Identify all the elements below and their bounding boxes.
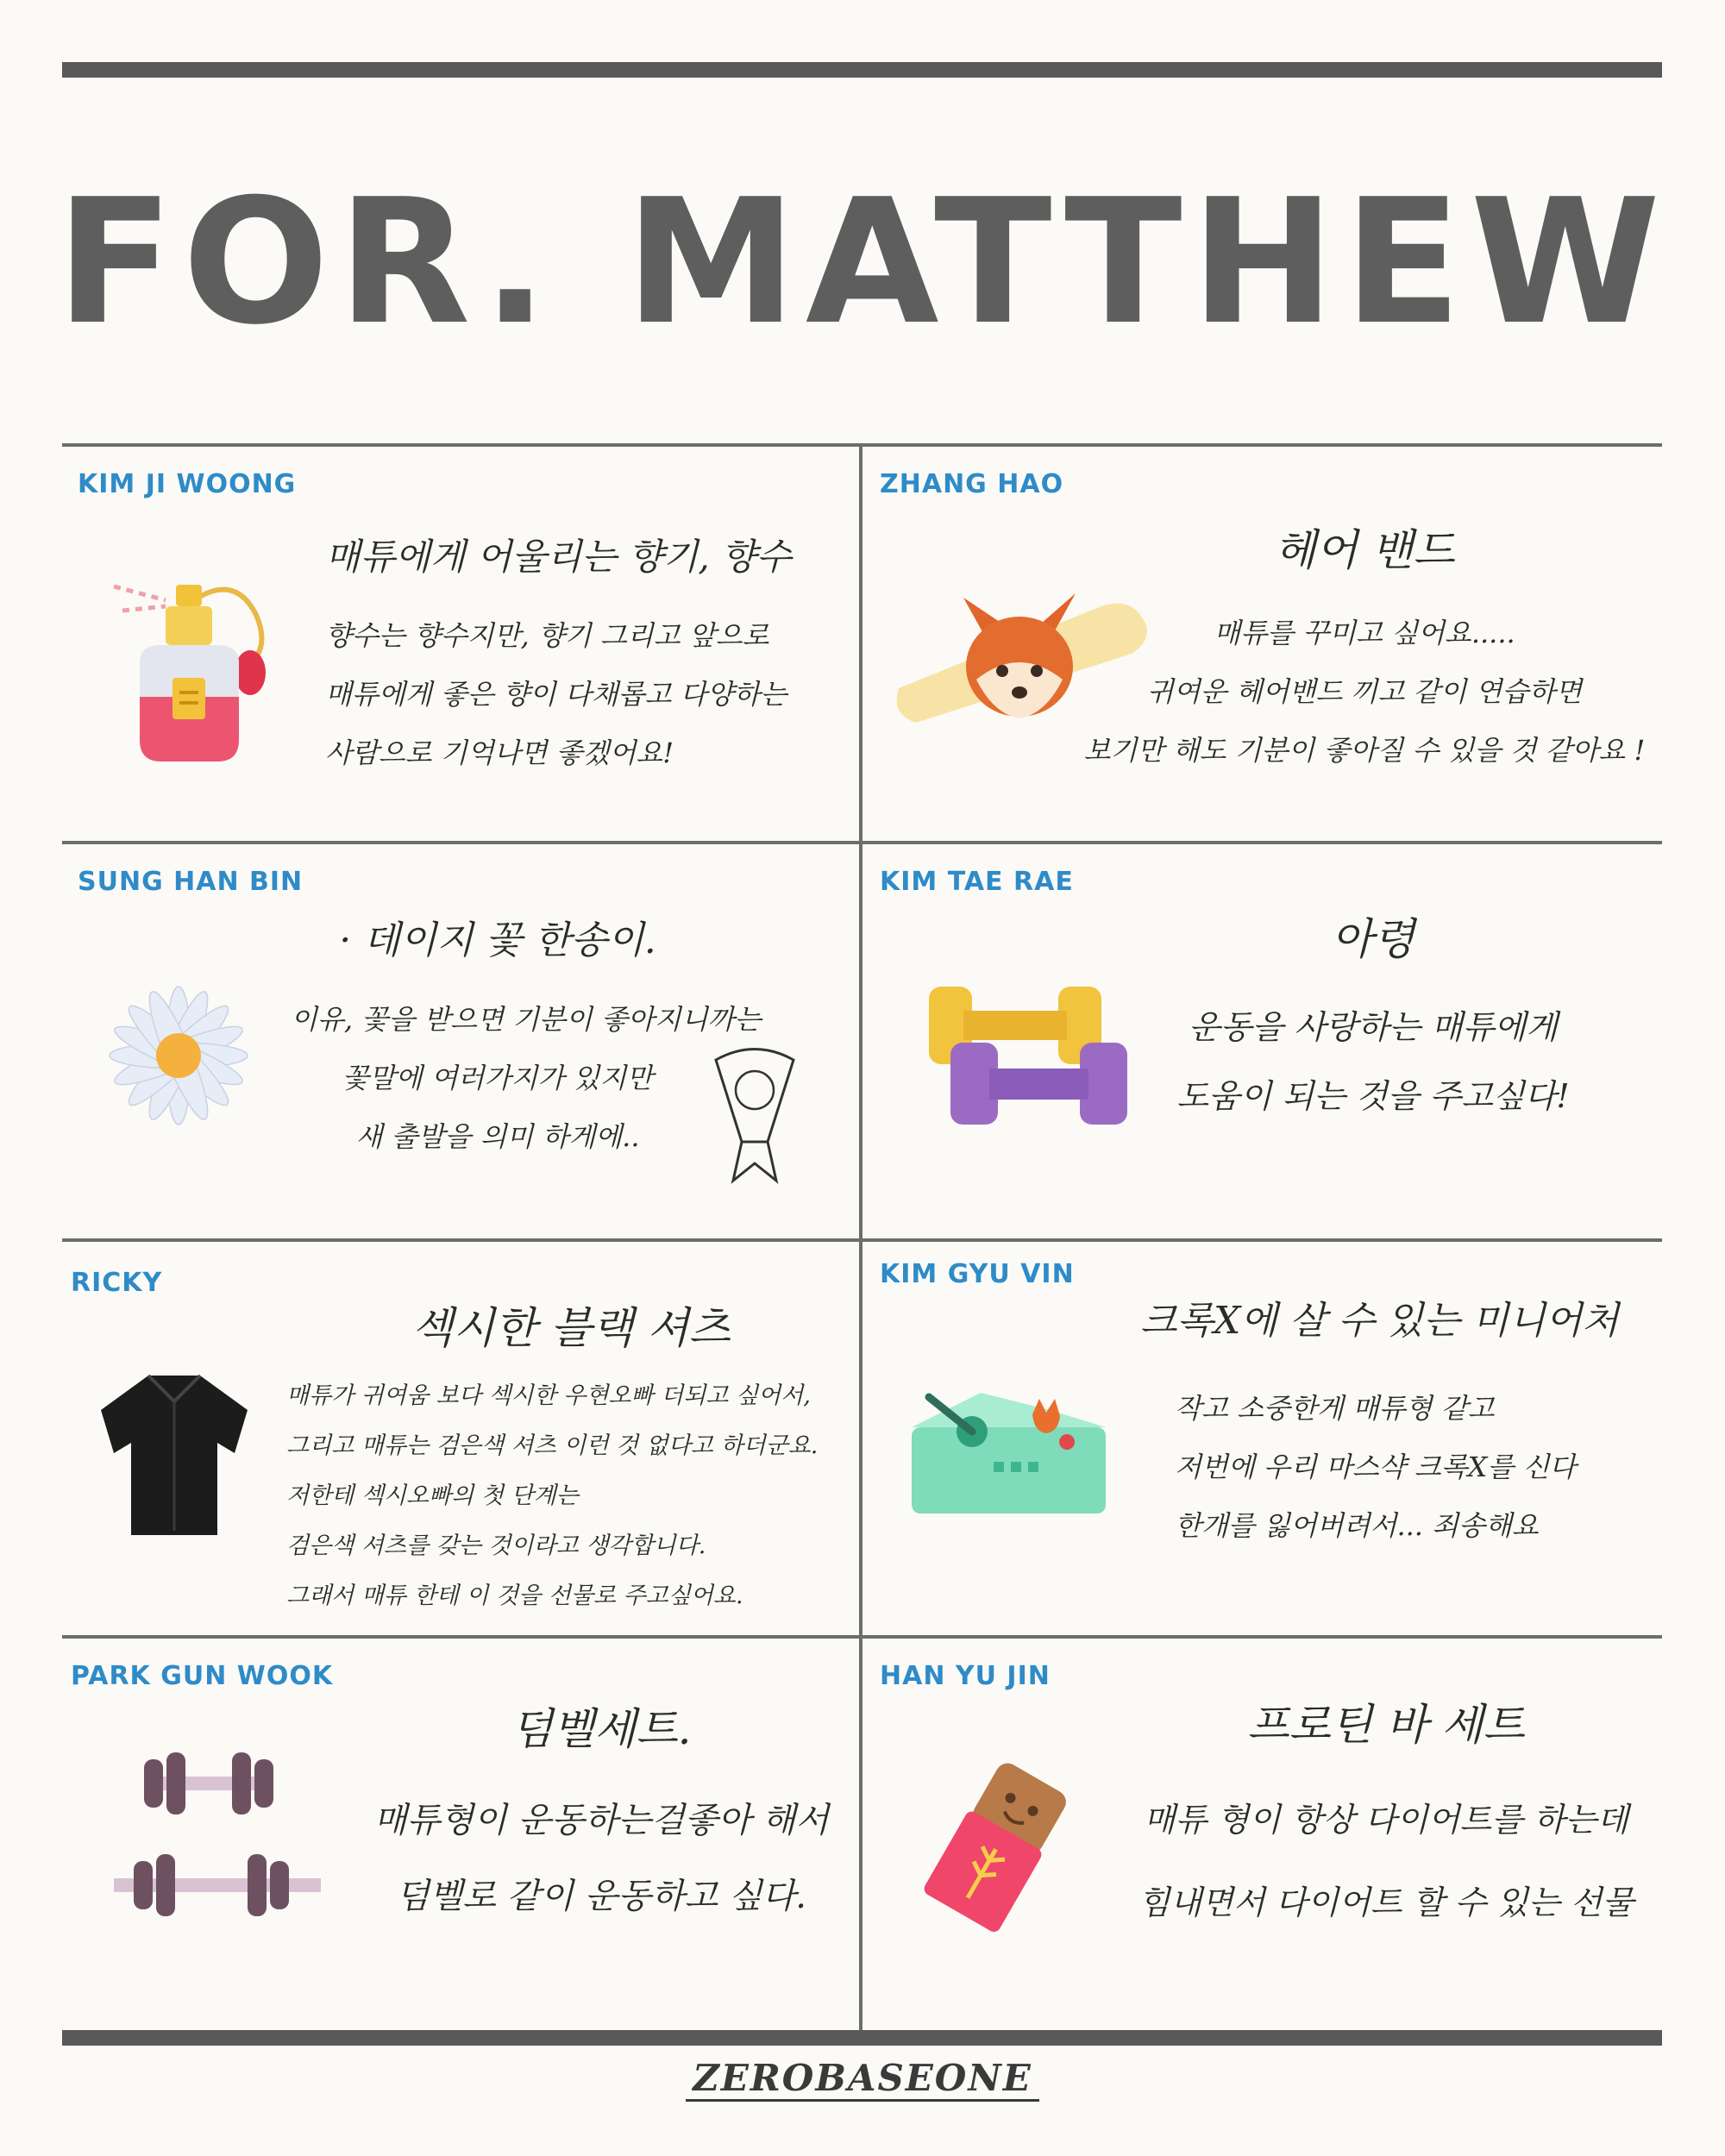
note-line: 새 출발을 의미 하게에.. bbox=[355, 1120, 640, 1153]
handwritten-note bbox=[291, 909, 762, 1166]
crocs-charm-icon bbox=[912, 1380, 1110, 1518]
note-line: 보기만 해도 기분이 좋아질 수 있을 것 같아요 ! bbox=[1083, 734, 1646, 767]
handwritten-note bbox=[1140, 1289, 1658, 1555]
note-heading: · 데이지 꽃 한송이. bbox=[339, 918, 656, 962]
note-line: 힘내면서 다이어트 할 수 있는 선물 bbox=[1138, 1883, 1634, 1921]
card-name: SUNG HAN BIN bbox=[78, 867, 304, 897]
note-heading: 섹시한 블랙 셔츠 bbox=[411, 1303, 731, 1353]
card-name: PARK GUN WOOK bbox=[71, 1661, 334, 1691]
daisy-icon bbox=[97, 974, 260, 1138]
note-line: 매튜형이 운동하는걸좋아 해서 bbox=[373, 1801, 829, 1840]
note-line: 꽃말에 여러가지가 있지만 bbox=[342, 1062, 654, 1094]
note-heading: 프로틴 바 세트 bbox=[1247, 1700, 1525, 1750]
card-ricky bbox=[62, 1242, 859, 1635]
card-name: RICKY bbox=[71, 1268, 163, 1298]
note-line: 저한테 섹시오빠의 첫 단계는 bbox=[286, 1482, 579, 1509]
card-name: KIM JI WOONG bbox=[78, 469, 297, 499]
handwritten-note bbox=[347, 1695, 856, 1934]
card-kim-ji-woong bbox=[62, 447, 859, 841]
dumbbell-set-icon bbox=[110, 1751, 334, 1940]
note-heading: 헤어 밴드 bbox=[1274, 525, 1455, 575]
note-line: 운동을 사랑하는 매튜에게 bbox=[1189, 1008, 1558, 1046]
protein-bar-icon bbox=[916, 1759, 1080, 1932]
note-line: 매튜가 귀여움 보다 섹시한 우현오빠 더되고 싶어서, bbox=[286, 1382, 811, 1409]
card-name: HAN YU JIN bbox=[880, 1661, 1051, 1691]
card-kim-gyu-vin bbox=[864, 1242, 1661, 1635]
note-line: 매튜를 꾸미고 싶어요..... bbox=[1214, 617, 1515, 649]
handwritten-note bbox=[1166, 905, 1580, 1131]
note-line: 매튜에게 좋은 향이 다채롭고 다양하는 bbox=[325, 678, 787, 711]
grid-divider bbox=[859, 445, 862, 2030]
logo-text: ZEROBASEONE bbox=[686, 2057, 1039, 2102]
card-zhang-hao bbox=[864, 447, 1661, 841]
note-heading: 크록X에 살 수 있는 미니어처 bbox=[1140, 1299, 1619, 1343]
card-kim-tae-rae bbox=[864, 844, 1661, 1238]
note-line: 그래서 매튜 한테 이 것을 선물로 주고싶어요. bbox=[286, 1583, 743, 1609]
zerobaseone-logo bbox=[0, 2057, 1725, 2099]
handwritten-note bbox=[286, 1294, 856, 1621]
card-han-yu-jin bbox=[864, 1639, 1661, 2030]
note-line: 귀여운 헤어밴드 끼고 같이 연습하면 bbox=[1146, 675, 1583, 708]
note-line: 도움이 되는 것을 주고싶다! bbox=[1176, 1077, 1570, 1115]
note-line: 그리고 매튜는 검은색 셔츠 이런 것 없다고 하더군요. bbox=[286, 1432, 819, 1459]
top-rule bbox=[62, 62, 1662, 78]
page-title: FOR. MATTHEW bbox=[55, 162, 1670, 363]
card-name: KIM GYU VIN bbox=[880, 1259, 1075, 1289]
card-sung-han-bin bbox=[62, 844, 859, 1238]
handwritten-note bbox=[1071, 516, 1658, 780]
perfume-icon bbox=[105, 567, 312, 774]
note-heading: 덤벨세트. bbox=[511, 1704, 692, 1754]
note-heading: 매튜에게 어울리는 향기, 향수 bbox=[325, 536, 792, 578]
dumbbells-icon bbox=[929, 987, 1127, 1125]
bouquet-sketch-icon bbox=[707, 1043, 802, 1189]
handwritten-note bbox=[325, 529, 791, 782]
card-park-gun-wook bbox=[62, 1639, 859, 2030]
black-shirt-icon bbox=[97, 1367, 252, 1539]
bottom-rule bbox=[62, 2030, 1662, 2046]
note-line: 이유, 꽃을 받으면 기분이 좋아지니까는 bbox=[291, 1003, 762, 1036]
handwritten-note bbox=[1114, 1690, 1658, 1944]
note-line: 매튜 형이 항상 다이어트를 하는데 bbox=[1143, 1801, 1629, 1839]
note-line: 작고 소중한게 매튜형 같고 bbox=[1175, 1392, 1495, 1425]
card-name: ZHANG HAO bbox=[880, 469, 1064, 499]
note-line: 덤벨로 같이 운동하고 싶다. bbox=[396, 1877, 806, 1916]
note-line: 사람으로 기억나면 좋겠어요! bbox=[325, 736, 674, 769]
note-heading: 아령 bbox=[1331, 914, 1415, 964]
card-name: KIM TAE RAE bbox=[880, 867, 1074, 897]
note-line: 검은색 셔츠를 갖는 것이라고 생각합니다. bbox=[286, 1532, 706, 1559]
note-line: 향수는 향수지만, 향기 그리고 앞으로 bbox=[325, 619, 769, 652]
note-line: 한개를 잃어버려서... 죄송해요 bbox=[1175, 1509, 1539, 1542]
note-line: 저번에 우리 마스샥 크록X를 신다 bbox=[1175, 1451, 1577, 1483]
